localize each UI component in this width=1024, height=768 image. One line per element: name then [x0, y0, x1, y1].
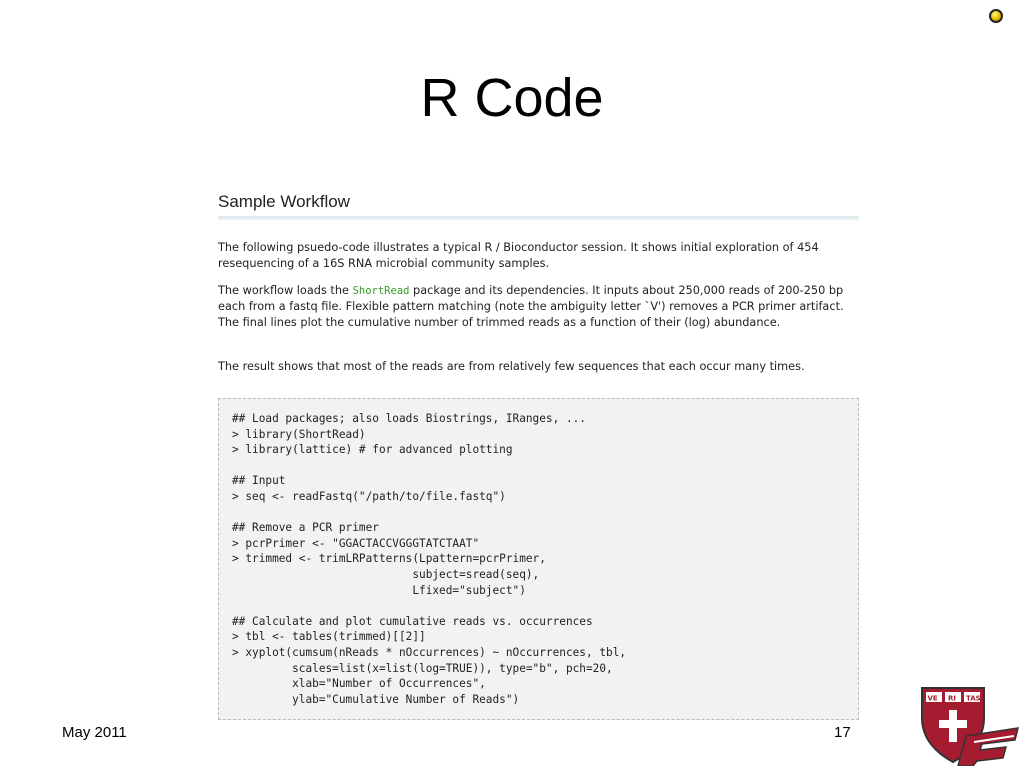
result-paragraph: The result shows that most of the reads are from relatively few sequences that each occur many times.: [218, 360, 805, 373]
heading-underline: [218, 216, 859, 220]
page-number: 17: [834, 724, 851, 741]
harvard-logo: [918, 684, 1022, 766]
workflow-text-start: The workflow loads the: [218, 284, 353, 297]
svg-text:RI: RI: [948, 694, 956, 703]
workflow-text-end: package and its dependencies. It inputs about 250,000 reads of 200-250 bp each from a fastq file. Flexible pattern matching (note the ambiguity letter `V') removes a PCR primer artifact. The final lines plot the cumulative number of trimmed reads as a function of their (log) abundance.: [218, 284, 844, 329]
section-heading: Sample Workflow: [218, 192, 350, 211]
embedded-document: [218, 190, 859, 720]
code-block: [218, 398, 859, 720]
package-name-code: ShortRead: [352, 285, 410, 297]
svg-text:VE: VE: [927, 694, 938, 703]
footer-date: May 2011: [62, 724, 127, 741]
slide-title: R Code: [420, 68, 604, 128]
workflow-paragraph: [218, 283, 854, 331]
svg-text:TAS: TAS: [966, 694, 981, 703]
intro-paragraph: The following psuedo-code illustrates a typical R / Bioconductor session. It shows initial exploration of 454 resequencing of a 16S RNA microbial community samples.: [218, 241, 819, 270]
code-text: ## Load packages; also loads Biostrings, IRanges, ... > library(ShortRead) > library(lattice) # for advanced plotting ## Input > seq <- readFastq("/path/to/file.fastq") ## Remove a PCR primer > pcrPrimer <- "GGACTACCVGGGTATCTAAT" > trimmed <- trimLRPatterns(Lpattern=pcrPrimer, subject=sread(seq), Lfixed="subject") ## Calculate and plot cumulative reads vs. occurrences > tbl <- tables(trimmed)[[2]] > xyplot(cumsum(nReads * nOccurrences) ~ nOccurrences, tbl, scales=list(x=list(log=TRUE)), type="b", pch=20, xlab="Number of Occurrences", ylab="Cumulative Number of Reads"): [232, 412, 627, 706]
corner-dot-icon: [989, 9, 1003, 23]
